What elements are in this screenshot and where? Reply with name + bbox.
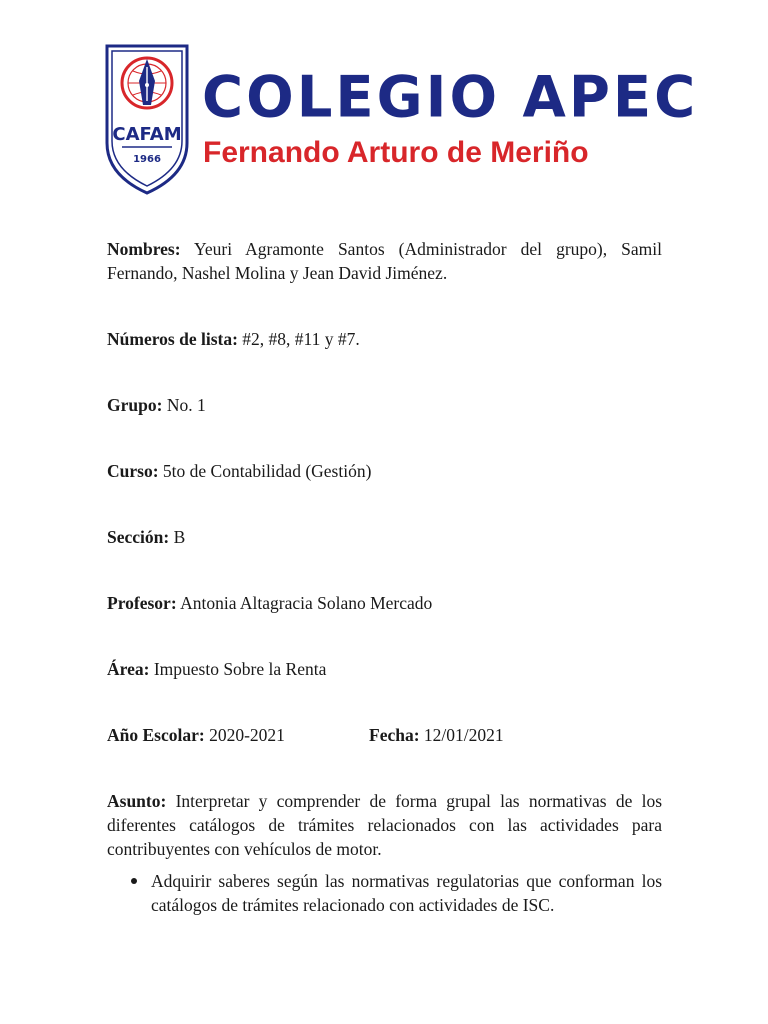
bullet-dot-icon bbox=[131, 878, 137, 884]
field-grupo bbox=[107, 393, 662, 417]
bullet-list bbox=[107, 869, 662, 917]
field-label: Curso: bbox=[107, 461, 159, 481]
field-label: Fecha: bbox=[369, 725, 420, 745]
field-label: Nombres: bbox=[107, 239, 181, 259]
field-value: Impuesto Sobre la Renta bbox=[153, 659, 327, 679]
field-value: B bbox=[173, 527, 186, 547]
list-item-text: Adquirir saberes según las normativas regulatorias que conforman los catálogos de trámites relacionado con actividades de ISC. bbox=[151, 871, 662, 915]
field-area bbox=[107, 657, 662, 681]
field-value: Antonia Altagracia Solano Mercado bbox=[180, 593, 433, 613]
field-value: 2020-2021 bbox=[209, 725, 285, 745]
field-profesor bbox=[107, 591, 662, 615]
field-value: Yeuri Agramonte Santos (Administrador del grupo), Samil Fernando, Nashel Molina y Jean David Jiménez. bbox=[107, 239, 662, 283]
field-value: #2, #8, #11 y #7. bbox=[242, 329, 360, 349]
field-row-anio-fecha bbox=[107, 723, 662, 747]
field-asunto bbox=[107, 789, 662, 861]
field-label: Año Escolar: bbox=[107, 725, 205, 745]
field-value: Interpretar y comprender de forma grupal las normativas de los diferentes catálogos de trámites relacionados con las actividades para contribuyentes con vehículos de motor. bbox=[107, 791, 663, 859]
field-label: Números de lista: bbox=[107, 329, 238, 349]
field-numeros-de-lista bbox=[107, 327, 662, 351]
field-label: Profesor: bbox=[107, 593, 177, 613]
school-subtitle: Fernando Arturo de Meriño bbox=[203, 136, 589, 169]
field-value: 5to de Contabilidad (Gestión) bbox=[162, 461, 372, 481]
school-crest-logo bbox=[104, 43, 190, 195]
document-header bbox=[0, 0, 768, 210]
field-nombres bbox=[107, 237, 662, 285]
document-body bbox=[107, 237, 662, 917]
crest-year: 1966 bbox=[133, 154, 161, 165]
field-anio-escolar bbox=[107, 723, 369, 747]
list-item bbox=[151, 869, 662, 917]
field-label: Área: bbox=[107, 659, 150, 679]
field-label: Sección: bbox=[107, 527, 170, 547]
field-curso bbox=[107, 459, 662, 483]
field-label: Grupo: bbox=[107, 395, 163, 415]
field-fecha bbox=[369, 723, 504, 747]
crest-label: CAFAM bbox=[112, 124, 182, 145]
field-label: Asunto: bbox=[107, 791, 167, 811]
field-value: 12/01/2021 bbox=[423, 725, 504, 745]
field-seccion bbox=[107, 525, 662, 549]
school-name: COLEGIO APEC bbox=[202, 64, 699, 131]
field-value: No. 1 bbox=[166, 395, 206, 415]
